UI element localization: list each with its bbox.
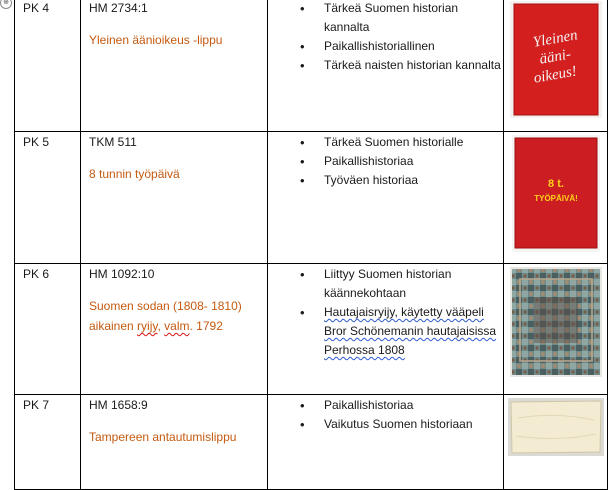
code-title-cell bbox=[81, 132, 268, 264]
table-move-handle-icon[interactable]: ⊕ bbox=[0, 0, 12, 9]
list-item: • Vaikutus Suomen historiaan bbox=[324, 415, 503, 434]
bullet-list bbox=[268, 265, 503, 360]
row-id-cell bbox=[15, 0, 81, 132]
list-item: • Liittyy Suomen historian käännekohtaan bbox=[324, 265, 503, 303]
banner-line: Yleinen bbox=[531, 27, 579, 51]
banner-line: oikeus! bbox=[532, 63, 578, 87]
object-title: Yleinen äänioikeus -lippu bbox=[89, 33, 223, 47]
object-title: Tampereen antautumislippu bbox=[89, 430, 237, 444]
object-title bbox=[89, 296, 267, 336]
banner-line: 8 t. bbox=[547, 178, 564, 190]
row-id-cell bbox=[15, 132, 81, 264]
list-item: • Paikallishistoriaa bbox=[324, 396, 503, 415]
object-code: TKM 511 bbox=[89, 135, 137, 149]
list-item: • Tärkeä Suomen historian kannalta bbox=[324, 0, 503, 37]
bullet-cell bbox=[268, 395, 504, 490]
bullet-list bbox=[268, 0, 503, 75]
bullet-list bbox=[268, 396, 503, 434]
row-id: PK 7 bbox=[23, 398, 50, 412]
spellcheck-word: ryijy bbox=[137, 319, 158, 333]
list-item: • Tärkeä Suomen historialle bbox=[324, 133, 503, 152]
object-code: HM 2734:1 bbox=[89, 1, 148, 15]
bullet-cell bbox=[268, 264, 504, 395]
row-id-cell bbox=[15, 264, 81, 395]
code-title-cell bbox=[81, 0, 268, 132]
pale-flag-image bbox=[508, 398, 604, 456]
object-code: HM 1658:9 bbox=[89, 398, 148, 412]
bullet-cell bbox=[268, 132, 504, 264]
image-cell bbox=[504, 132, 608, 264]
list-item: • Tärkeä naisten historian kannalta bbox=[324, 56, 503, 75]
bullet-cell bbox=[268, 0, 504, 132]
list-item: • Paikallishistoriallinen bbox=[324, 37, 503, 56]
table-row bbox=[15, 395, 608, 490]
list-item bbox=[324, 303, 503, 360]
banner-line: ääni- bbox=[537, 46, 572, 68]
code-title-cell bbox=[81, 395, 268, 490]
list-item: • Työväen historiaa bbox=[324, 171, 503, 190]
image-cell bbox=[504, 264, 608, 395]
row-id: PK 6 bbox=[23, 267, 50, 281]
banner-aanioikeus-image bbox=[510, 1, 602, 118]
spellcheck-word: valm bbox=[164, 319, 190, 333]
title-text: . 1792 bbox=[189, 319, 223, 333]
image-cell bbox=[504, 0, 608, 132]
table-row bbox=[15, 0, 608, 132]
row-id-cell bbox=[15, 395, 81, 490]
code-title-cell bbox=[81, 264, 268, 395]
banner-tyopaiva-image bbox=[512, 135, 600, 252]
table-row bbox=[15, 264, 608, 395]
table-row bbox=[15, 132, 608, 264]
ryijy-textile-image bbox=[510, 267, 602, 377]
document-table bbox=[14, 0, 608, 490]
bullet-list bbox=[268, 133, 503, 190]
list-item: • Paikallishistoriaa bbox=[324, 152, 503, 171]
object-code: HM 1092:10 bbox=[89, 267, 155, 281]
banner-line: TYÖPÄIVÄ! bbox=[533, 194, 578, 203]
title-text: , bbox=[157, 319, 165, 333]
grammar-flagged-text: Hautajaisryijy, käytetty vääpeli Bror Schönemanin hautajaisissa Perhossa 1808 bbox=[324, 305, 497, 357]
title-text: Suomen sodan (1808- 1810) aikainen bbox=[89, 299, 242, 333]
row-id: PK 5 bbox=[23, 135, 50, 149]
object-title: 8 tunnin työpäivä bbox=[89, 167, 180, 181]
row-id: PK 4 bbox=[23, 1, 50, 15]
image-cell bbox=[504, 395, 608, 490]
